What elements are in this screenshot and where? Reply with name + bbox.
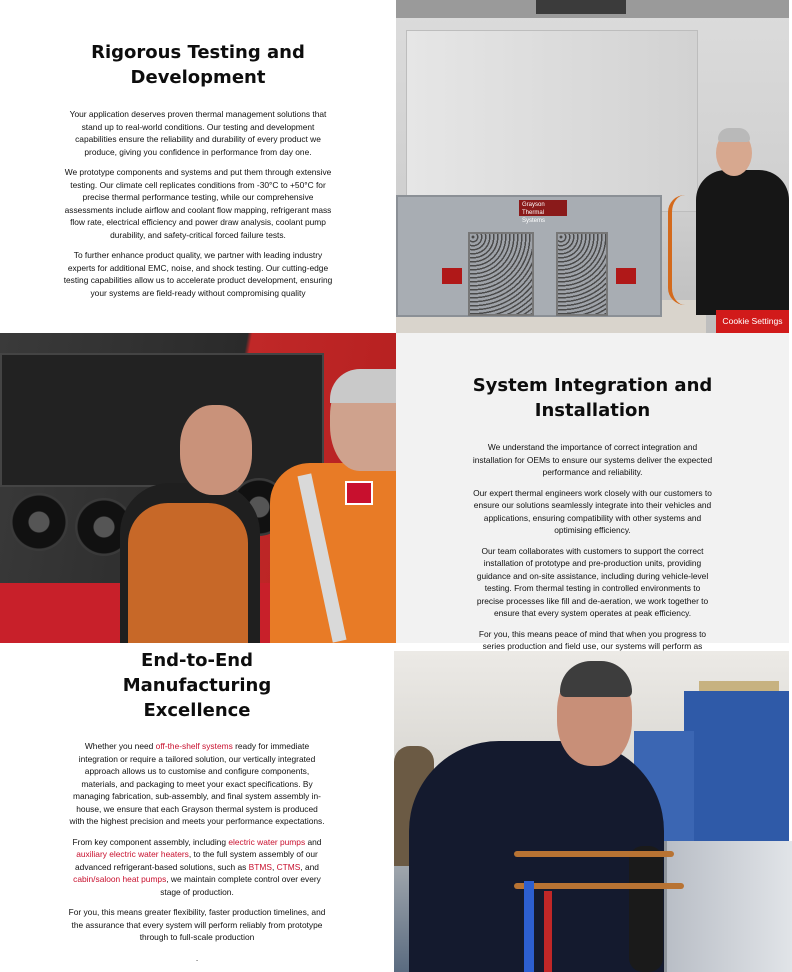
integration-paragraph-1: We understand the importance of correct integration and installation for OEMs to ensure our systems deliver the expected performance and reliability.: [472, 442, 713, 477]
manufacturing-paragraph-2: [68, 836, 326, 899]
btms-link[interactable]: BTMS: [248, 861, 272, 872]
fan: [10, 493, 68, 551]
manufacturing-image: [394, 651, 789, 972]
testing-title: Rigorous Testing and Development: [91, 42, 305, 88]
cookie-settings-button[interactable]: Cookie Settings: [716, 310, 789, 333]
manufacturing-section: [0, 643, 394, 972]
integration-title: System Integration and Installation: [472, 375, 713, 421]
engineer-left-head: [180, 405, 252, 495]
testing-paragraph-2: We prototype components and systems and put them through extensive testing. Our climate cell replicates conditions from -30°C to +50°C for precise thermal performance testing, while our comprehensive assessments include airflow and coolant flow mapping, refrigerant mass flow rate, electrical efficiency and power draw analysis, coolant pump durability, and safety-critical forced failure tests.: [64, 167, 332, 240]
grayson-logo: [345, 481, 373, 505]
integration-paragraph-4: For you, this means peace of mind that when you progress to series production and field use, our systems will perform as: [478, 628, 707, 651]
hi-vis-vest: [128, 503, 248, 643]
technician-hair: [560, 661, 632, 697]
heat-exchanger: [664, 841, 792, 972]
ctms-link[interactable]: CTMS: [276, 861, 301, 872]
copper-pipe: [514, 883, 684, 889]
unit-grille: [556, 232, 608, 316]
manufacturing-title: End-to-End Manufacturing Excellence: [122, 650, 272, 721]
integration-paragraph-2: Our expert thermal engineers work closely with our customers to ensure our solutions seamlessly integrate into their vehicles and applications, ensuring compatibility with other systems and optimising efficiency.: [473, 487, 712, 535]
technician-hair: [718, 128, 750, 142]
text: Whether you need: [84, 741, 156, 751]
technician: [696, 170, 789, 315]
text: From key component assembly, including: [72, 836, 229, 847]
testing-paragraph-3: To further enhance product quality, we partner with leading industry experts for additional EMC, noise, and shock testing. Our cutting-edge testing capabilities allow us to accelerate product development, ensuring your systems are field-ready without compromising quality: [63, 250, 333, 298]
text: and: [305, 836, 322, 847]
integration-paragraph-3: Our team collaborates with customers to support the correct installation of prototype and pre-production units, providing guidance and on-site assistance, including during vehicle-level testing. From thermal testing in controlled environments to precise processes like fill and de-aeration, we work together to ensure that every system operates at peak efficiency.: [476, 545, 709, 618]
integration-section: [396, 333, 789, 651]
refrigerant-tank: [629, 846, 663, 972]
testing-content: [63, 40, 333, 307]
text: ,: [271, 861, 277, 872]
copper-pipe: [514, 851, 674, 857]
auxiliary-heaters-link[interactable]: auxiliary electric water heaters: [76, 849, 189, 859]
off-the-shelf-link[interactable]: off-the-shelf systems: [155, 741, 233, 751]
climate-cell-wall: [406, 30, 698, 212]
integration-content: [473, 373, 713, 661]
trailing-dot: .: [195, 952, 199, 963]
text: , we maintain complete control over every stage of production.: [160, 874, 321, 897]
red-hose: [544, 891, 552, 972]
testing-lab-image: [396, 0, 789, 333]
grayson-badge: Grayson Thermal Systems: [519, 200, 567, 216]
text: , and: [300, 861, 319, 872]
testing-section: [0, 0, 396, 333]
manufacturing-content: [68, 648, 326, 972]
unit-grille: [468, 232, 534, 316]
integration-image: [0, 333, 396, 643]
blue-hose: [524, 881, 534, 972]
text: , to the full system assembly of our advanced refrigerant-based solutions, such as: [75, 849, 318, 872]
control-panel: [0, 353, 324, 487]
text: ready for immediate integration or require a tailored solution, our vertically integrated approach allows us to customise and configure components, materials, and packaging to meet your exact specifications. By managing fabrication, sub-assembly, and final system assembly in-house, we ensure that each Grayson thermal system is produced with the highest precision and meets your performance expectations.: [69, 741, 325, 826]
electric-water-pumps-link[interactable]: electric water pumps: [228, 836, 306, 847]
caution-label: [442, 268, 462, 284]
testing-paragraph-1: Your application deserves proven thermal management solutions that stand up to real-world conditions. Our testing and development capabilities ensure the reliability and durability of every product we produce, giving you confidence in performance from day one.: [69, 109, 327, 157]
caution-label: [616, 268, 636, 284]
vent: [536, 0, 626, 14]
heat-pumps-link[interactable]: cabin/saloon heat pumps: [73, 874, 167, 884]
manufacturing-paragraph-1: [68, 740, 326, 828]
manufacturing-paragraph-3: For you, this means greater flexibility, faster production timelines, and the assurance that every system will perform reliably from prototype through to full-scale production: [68, 907, 326, 942]
